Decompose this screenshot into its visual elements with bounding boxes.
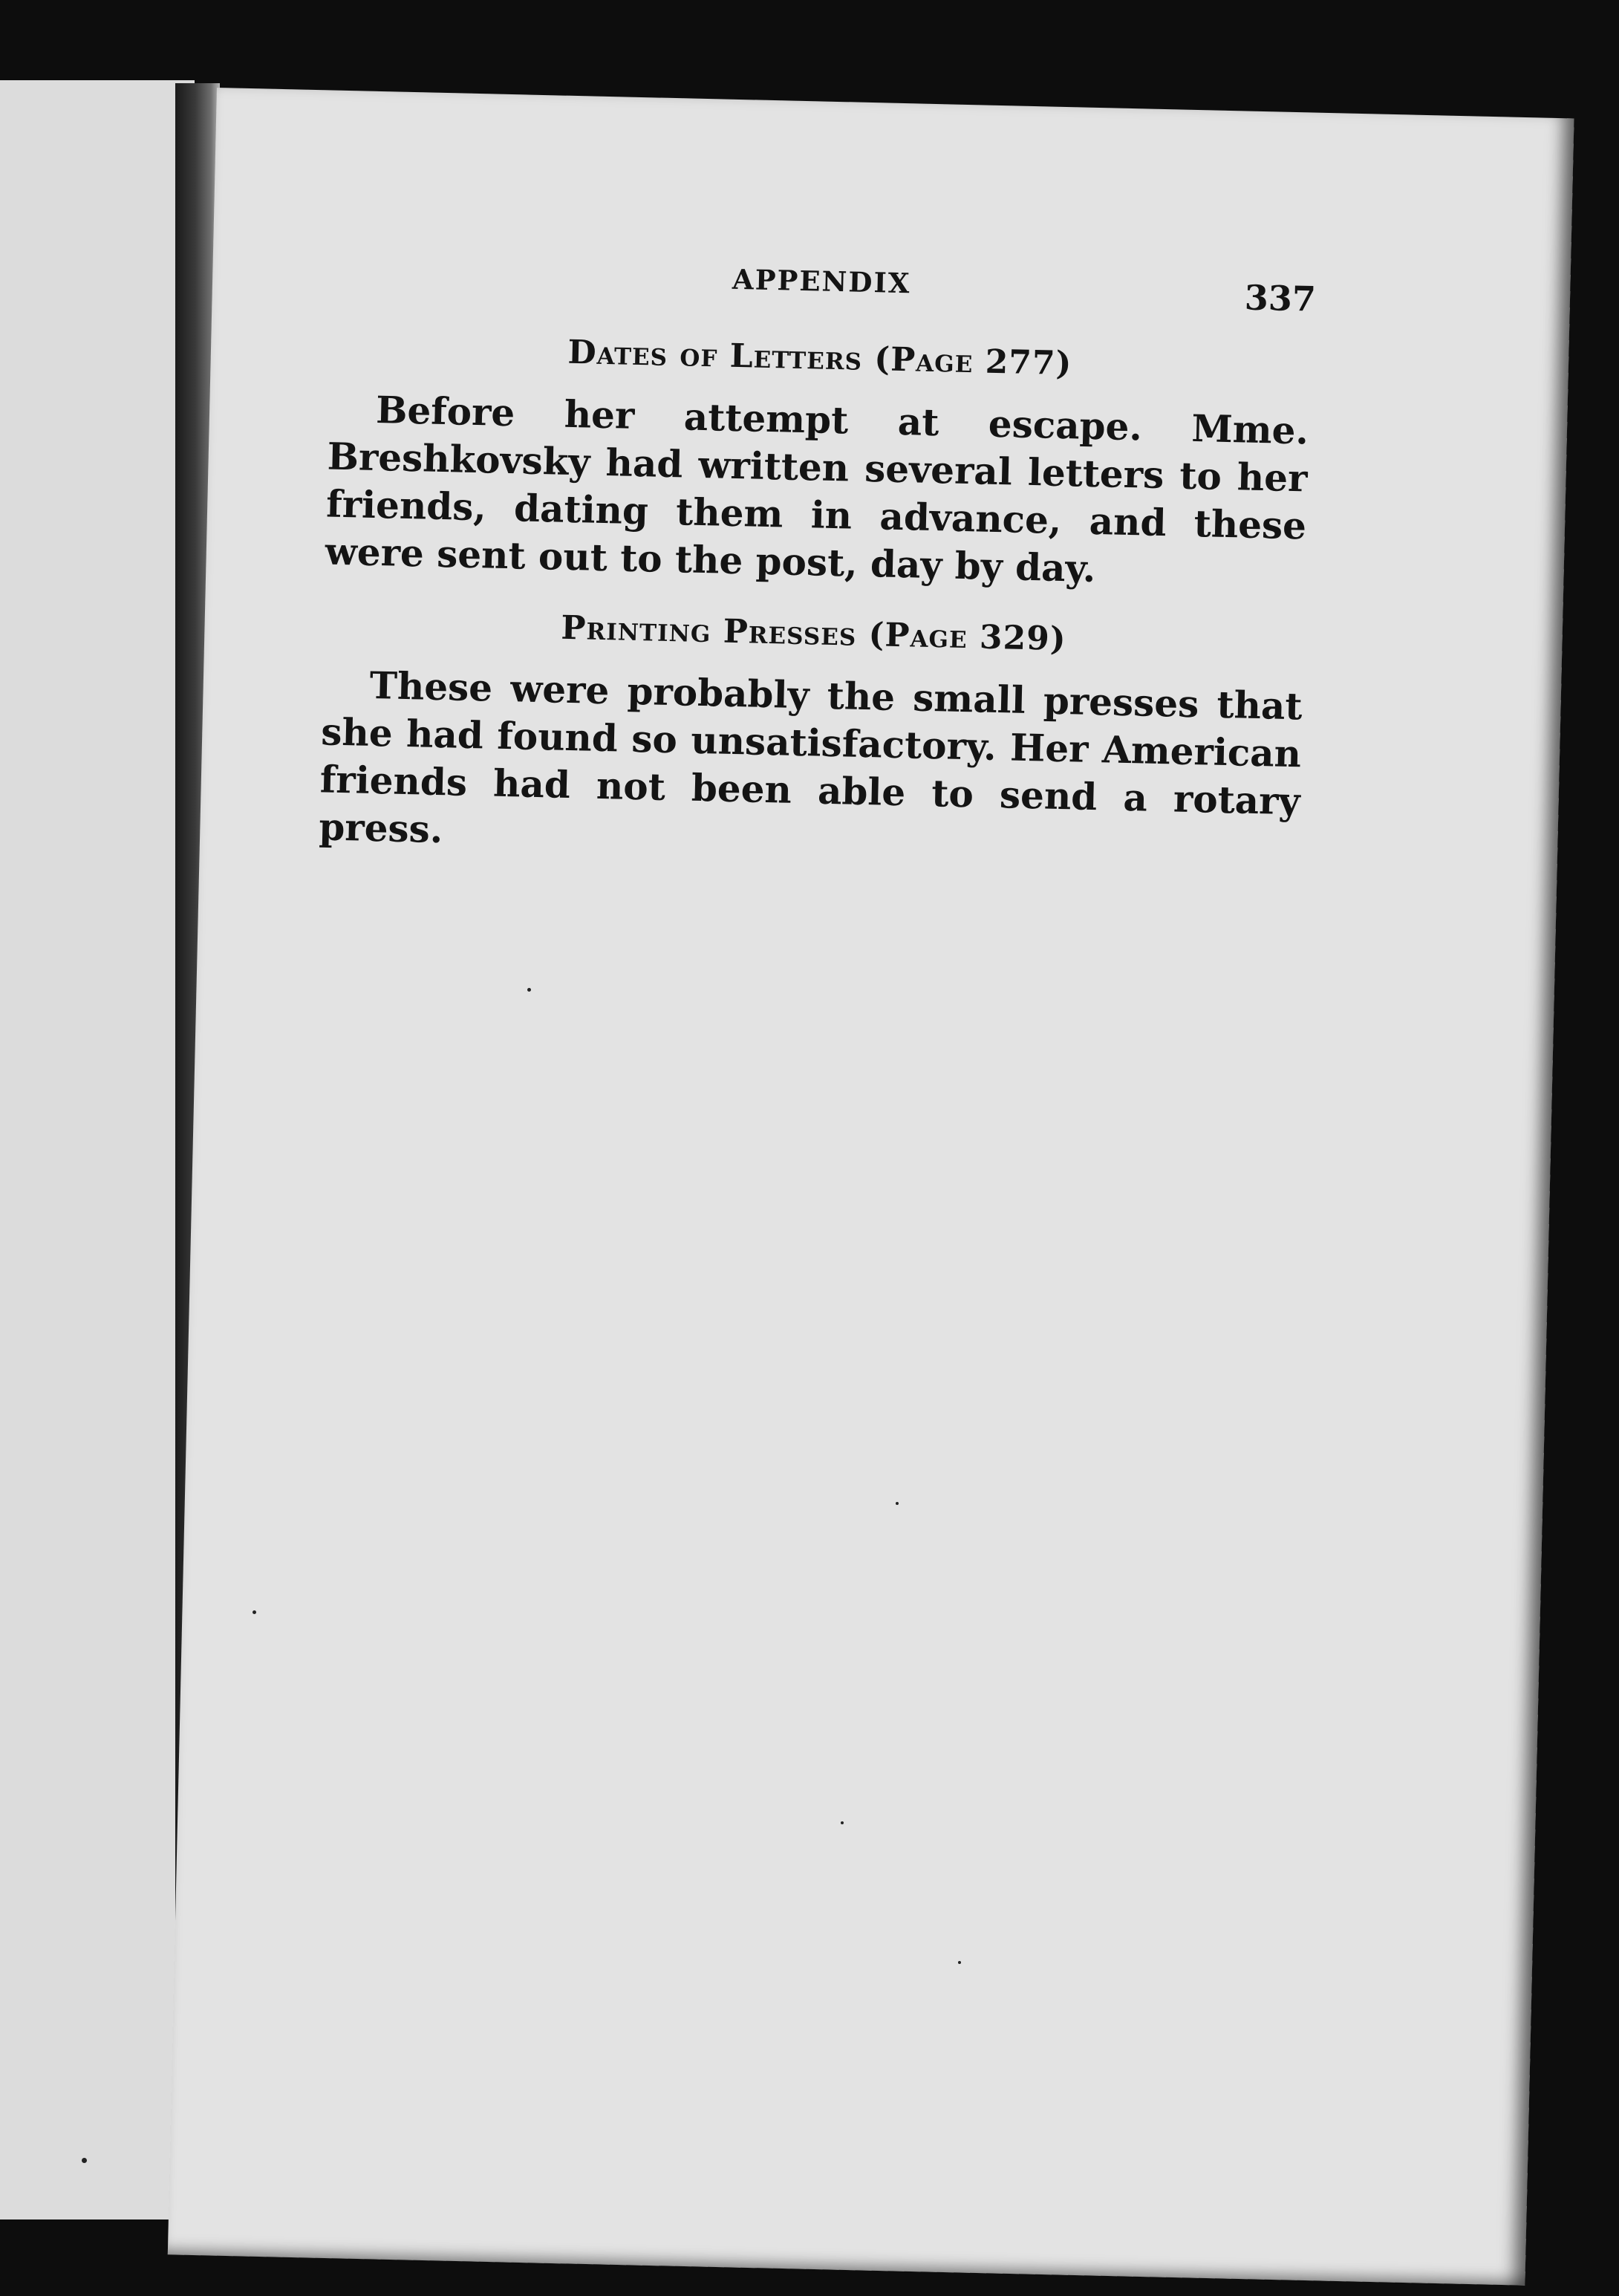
scan-speck (527, 988, 531, 992)
running-title: APPENDIX (732, 262, 912, 300)
scan-speck (958, 1961, 961, 1964)
page-content (318, 254, 1317, 902)
section-body-printing-presses: These were probably the small presses that she had found so unsatisfactory. Her American friends had not been able to send a rotary press. (318, 663, 1303, 852)
scan-speck (253, 1610, 256, 1614)
book-page (168, 88, 1574, 2286)
scan-speck (841, 1821, 844, 1824)
scan-speck (896, 1502, 899, 1505)
facing-page (0, 80, 195, 2219)
page-number: 337 (1244, 277, 1317, 319)
section-body-dates-of-letters: Before her attempt at escape. Mme. Breshkovsky had written several letters to her friends, dating them in advance, and these were sent out to the post, day by day. (325, 387, 1309, 591)
scan-speck (82, 2158, 87, 2163)
section-heading-dates-of-letters: Dates of Letters (Page 277) (567, 333, 1072, 383)
section-heading-printing-presses: Printing Presses (Page 329) (560, 608, 1067, 659)
running-head (330, 254, 1317, 336)
